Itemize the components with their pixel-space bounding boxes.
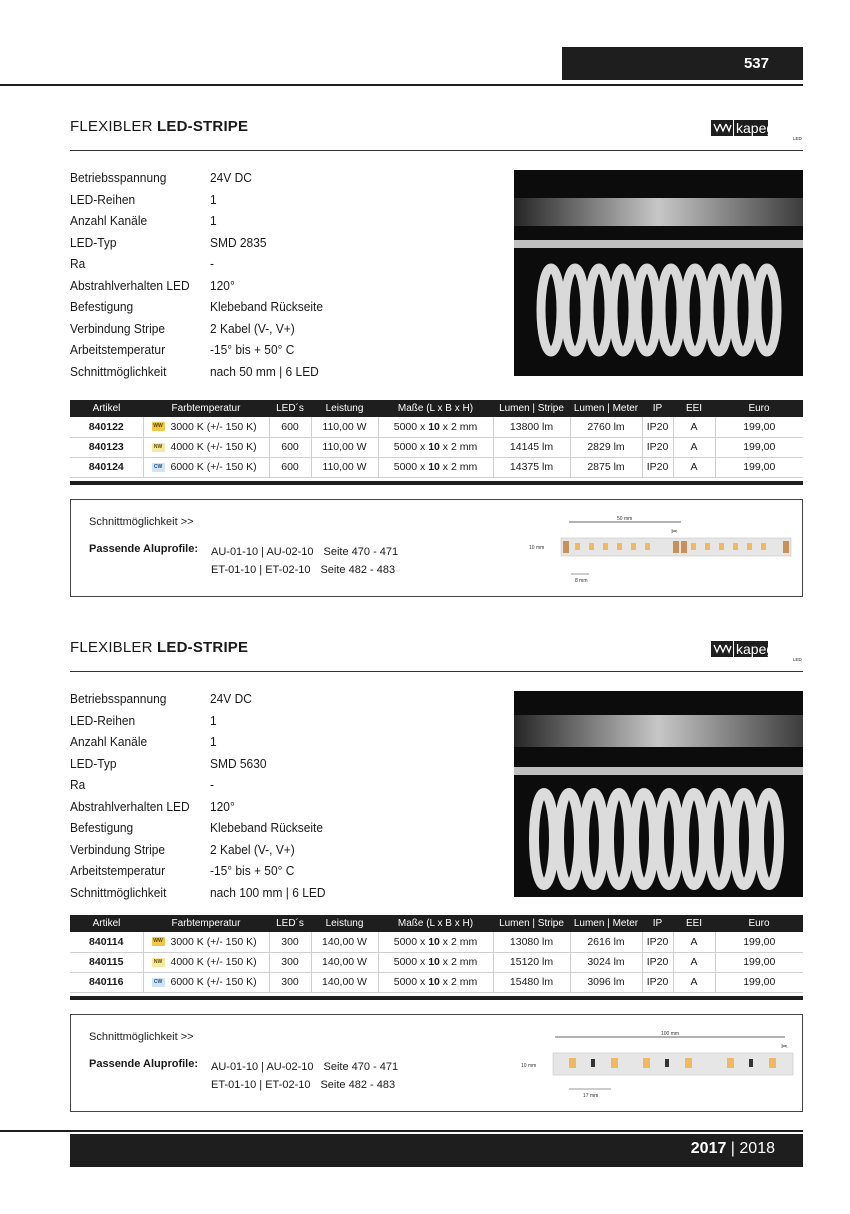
spec-label: Arbeitstemperatur — [70, 863, 166, 878]
masse-cell — [378, 417, 493, 437]
spec-row — [70, 799, 370, 821]
ip-cell: IP20 — [642, 972, 673, 992]
col-lumen-stripe: Lumen | Stripe — [493, 400, 570, 417]
table-row — [70, 952, 803, 972]
euro-cell: 199,00 — [715, 457, 803, 477]
farbtemperatur-cell — [143, 972, 269, 992]
col-euro: Euro — [715, 915, 803, 932]
artikel-cell: 840123 — [70, 437, 143, 457]
profile-pages: Seite 482 - 483 — [320, 564, 396, 576]
col-eei: EEI — [673, 400, 715, 417]
cold-white-badge: CW — [152, 978, 165, 987]
leds-cell: 300 — [269, 932, 311, 952]
logo-sub: LED — [793, 657, 802, 662]
lumen-stripe-cell: 13080 lm — [493, 932, 570, 952]
euro-cell: 199,00 — [715, 972, 803, 992]
masse-width: 10 — [428, 935, 440, 948]
leistung-cell: 140,00 W — [311, 972, 378, 992]
product-table-1 — [70, 400, 803, 478]
spec-value: 120° — [210, 798, 235, 814]
masse-width: 10 — [428, 441, 440, 453]
col-artikel: Artikel — [70, 400, 143, 417]
spec-value: -15° bis + 50° C — [210, 342, 295, 357]
logo-text: kapego — [736, 641, 782, 657]
table-row — [70, 457, 803, 477]
ip-cell: IP20 — [642, 457, 673, 477]
profile-pages: Seite 470 - 471 — [323, 1061, 399, 1073]
spec-row — [70, 278, 370, 300]
profile-row — [211, 561, 398, 579]
farbtemperatur-value: 3000 K (+/- 150 K) — [170, 420, 257, 433]
spec-label: Anzahl Kanäle — [70, 213, 148, 228]
spec-row — [70, 777, 370, 799]
top-rule — [0, 84, 803, 86]
spec-value: 1 — [210, 734, 217, 749]
masse-length: 5000 x — [393, 976, 429, 988]
artikel-cell: 840122 — [70, 417, 143, 437]
farbtemperatur-value: 6000 K (+/- 150 K) — [170, 976, 257, 988]
leds-cell: 300 — [269, 952, 311, 972]
col-masse: Maße (L x B x H) — [378, 400, 493, 417]
title-rule — [70, 671, 803, 672]
ip-cell: IP20 — [642, 952, 673, 972]
profile-row — [211, 543, 398, 561]
footer-separator: | — [726, 1140, 740, 1157]
lumen-meter-cell: 2875 lm — [570, 457, 642, 477]
col-artikel: Artikel — [70, 915, 143, 932]
spec-value: nach 50 mm | 6 LED — [210, 363, 319, 379]
artikel-cell: 840124 — [70, 457, 143, 477]
farbtemperatur-value: 4000 K (+/- 150 K) — [170, 441, 257, 453]
profile-items: ET-01-10 | ET-02-10 — [211, 1079, 311, 1091]
cold-white-badge: CW — [152, 463, 165, 472]
cut-header: Schnittmöglichkeit >> — [89, 516, 194, 528]
col-leds: LED´s — [269, 400, 311, 417]
table-row — [70, 437, 803, 457]
masse-height: x 2 mm — [439, 976, 478, 988]
table-header — [70, 915, 803, 932]
masse-width: 10 — [428, 420, 440, 433]
leds-cell: 600 — [269, 417, 311, 437]
spec-label: Ra — [70, 256, 86, 271]
masse-cell — [378, 437, 493, 457]
footer-year-next: 2018 — [739, 1140, 775, 1157]
spec-label: LED-Typ — [70, 234, 117, 250]
masse-width: 10 — [428, 461, 440, 473]
masse-length: 5000 x — [393, 420, 429, 433]
lumen-meter-cell: 3096 lm — [570, 972, 642, 992]
cut-header: Schnittmöglichkeit >> — [89, 1031, 194, 1043]
spec-row — [70, 713, 370, 735]
title-bold: LED-STRIPE — [157, 118, 249, 135]
spec-value: 24V DC — [210, 170, 252, 185]
lumen-stripe-cell: 14375 lm — [493, 457, 570, 477]
product-photo — [514, 691, 803, 897]
col-leds: LED´s — [269, 915, 311, 932]
spec-row — [70, 299, 370, 321]
table-row — [70, 932, 803, 952]
profile-items: AU-01-10 | AU-02-10 — [211, 546, 314, 558]
ip-cell: IP20 — [642, 417, 673, 437]
leistung-cell: 110,00 W — [311, 457, 378, 477]
masse-height: x 2 mm — [439, 935, 478, 948]
spec-value: 1 — [210, 191, 217, 207]
spec-label: LED-Reihen — [70, 191, 136, 207]
col-lumen-meter: Lumen | Meter — [570, 915, 642, 932]
euro-cell: 199,00 — [715, 952, 803, 972]
masse-height: x 2 mm — [439, 461, 478, 473]
product-photo — [514, 170, 803, 376]
col-euro: Euro — [715, 400, 803, 417]
profile-pages: Seite 482 - 483 — [320, 1079, 396, 1091]
farbtemperatur-cell — [143, 417, 269, 437]
lumen-stripe-cell: 15120 lm — [493, 952, 570, 972]
profiles-label: Passende Aluprofile: — [89, 543, 199, 555]
spec-label: Betriebsspannung — [70, 691, 167, 706]
spec-value: 1 — [210, 213, 217, 228]
footer-year-current: 2017 — [690, 1140, 727, 1157]
pitch-label: 17 mm — [583, 1093, 599, 1099]
spec-label: LED-Reihen — [70, 712, 136, 728]
spec-row — [70, 842, 370, 864]
spec-value: 120° — [210, 277, 235, 293]
spec-label: Verbindung Stripe — [70, 841, 166, 857]
strip-body — [553, 1053, 793, 1075]
masse-cell — [378, 972, 493, 992]
logo-text: kapego — [736, 120, 782, 136]
spec-row — [70, 213, 370, 235]
masse-cell — [378, 932, 493, 952]
leistung-cell: 110,00 W — [311, 437, 378, 457]
profiles-list — [211, 1058, 398, 1094]
spec-list — [70, 691, 370, 906]
lumen-meter-cell: 2760 lm — [570, 417, 642, 437]
spec-row — [70, 820, 370, 842]
spec-row — [70, 192, 370, 214]
product-table-2 — [70, 915, 803, 993]
masse-cell — [378, 952, 493, 972]
farbtemperatur-cell — [143, 932, 269, 952]
col-farbtemperatur: Farbtemperatur — [143, 915, 269, 932]
spec-row — [70, 235, 370, 257]
spec-label: Betriebsspannung — [70, 170, 167, 185]
leistung-cell: 110,00 W — [311, 417, 378, 437]
ip-cell: IP20 — [642, 437, 673, 457]
eei-cell: A — [673, 457, 715, 477]
table-header — [70, 400, 803, 417]
spec-row — [70, 321, 370, 343]
eei-cell: A — [673, 932, 715, 952]
spec-row — [70, 863, 370, 885]
table-row — [70, 417, 803, 437]
spec-value: 24V DC — [210, 691, 252, 706]
masse-cell — [378, 457, 493, 477]
col-masse: Maße (L x B x H) — [378, 915, 493, 932]
farbtemperatur-cell — [143, 437, 269, 457]
col-farbtemperatur: Farbtemperatur — [143, 400, 269, 417]
length-label: 100 mm — [661, 1031, 680, 1037]
masse-height: x 2 mm — [439, 956, 478, 968]
spec-value: 2 Kabel (V-, V+) — [210, 320, 295, 336]
farbtemperatur-cell — [143, 457, 269, 477]
artikel-cell: 840115 — [70, 952, 143, 972]
lumen-stripe-cell: 14145 lm — [493, 437, 570, 457]
spec-label: Abstrahlverhalten LED — [70, 277, 190, 293]
footer-rule — [0, 1130, 803, 1132]
col-lumen-meter: Lumen | Meter — [570, 400, 642, 417]
spec-label: Befestigung — [70, 820, 134, 835]
spec-label: Schnittmöglichkeit — [70, 884, 167, 900]
spec-value: - — [210, 777, 214, 792]
profile-row — [211, 1058, 398, 1076]
spec-row — [70, 256, 370, 278]
col-ip: IP — [642, 915, 673, 932]
table-base-rule — [70, 481, 803, 485]
logo-sub: LED — [793, 136, 802, 141]
warm-white-badge: WW — [153, 938, 163, 945]
euro-cell: 199,00 — [715, 417, 803, 437]
footer-years — [691, 1140, 775, 1158]
title-light: FLEXIBLER — [70, 639, 158, 656]
spec-list — [70, 170, 370, 385]
farbtemperatur-cell — [143, 952, 269, 972]
lumen-meter-cell: 3024 lm — [570, 952, 642, 972]
ip-cell: IP20 — [642, 932, 673, 952]
col-leistung: Leistung — [311, 400, 378, 417]
title-bold: LED-STRIPE — [157, 639, 249, 656]
spec-label: Ra — [70, 777, 86, 792]
spec-row — [70, 170, 370, 192]
col-eei: EEI — [673, 915, 715, 932]
profile-pages: Seite 470 - 471 — [323, 546, 399, 558]
spec-value: Klebeband Rückseite — [210, 820, 324, 835]
masse-length: 5000 x — [393, 956, 429, 968]
spec-value: SMD 5630 — [210, 755, 267, 771]
page-number: 537 — [743, 55, 769, 72]
masse-width: 10 — [428, 956, 440, 968]
section-title — [70, 118, 248, 135]
scissors-icon: ✂ — [671, 527, 678, 536]
masse-length: 5000 x — [393, 461, 429, 473]
spec-value: - — [210, 256, 214, 271]
masse-height: x 2 mm — [439, 420, 478, 433]
spec-label: Abstrahlverhalten LED — [70, 798, 190, 814]
col-ip: IP — [642, 400, 673, 417]
masse-width: 10 — [428, 976, 440, 988]
euro-cell: 199,00 — [715, 437, 803, 457]
artikel-cell: 840114 — [70, 932, 143, 952]
profiles-list — [211, 543, 398, 579]
profile-items: AU-01-10 | AU-02-10 — [211, 1061, 314, 1073]
eei-cell: A — [673, 972, 715, 992]
artikel-cell: 840116 — [70, 972, 143, 992]
pitch-label: 8 mm — [575, 578, 588, 584]
spec-row — [70, 364, 370, 386]
scissors-icon: ✂ — [781, 1042, 788, 1051]
cut-info-box-1 — [70, 499, 803, 597]
spec-label: Befestigung — [70, 299, 134, 314]
eei-cell: A — [673, 952, 715, 972]
spec-label: Arbeitstemperatur — [70, 342, 166, 357]
euro-cell: 199,00 — [715, 932, 803, 952]
farbtemperatur-value: 3000 K (+/- 150 K) — [170, 935, 257, 948]
lumen-stripe-cell: 13800 lm — [493, 417, 570, 437]
lumen-stripe-cell: 15480 lm — [493, 972, 570, 992]
profiles-label: Passende Aluprofile: — [89, 1058, 199, 1070]
table-base-rule — [70, 996, 803, 1000]
profile-row — [211, 1076, 398, 1094]
cut-diagram — [519, 512, 799, 590]
farbtemperatur-value: 4000 K (+/- 150 K) — [170, 956, 257, 968]
leistung-cell: 140,00 W — [311, 952, 378, 972]
col-lumen-stripe: Lumen | Stripe — [493, 915, 570, 932]
length-label: 50 mm — [617, 516, 633, 522]
table-row — [70, 972, 803, 992]
title-light: FLEXIBLER — [70, 118, 158, 135]
warm-white-badge: WW — [153, 423, 163, 430]
page-number-bar — [562, 47, 803, 80]
spec-value: Klebeband Rückseite — [210, 299, 324, 314]
lumen-meter-cell: 2829 lm — [570, 437, 642, 457]
spec-row — [70, 885, 370, 907]
spec-value: nach 100 mm | 6 LED — [210, 884, 326, 900]
lumen-meter-cell: 2616 lm — [570, 932, 642, 952]
spec-label: Schnittmöglichkeit — [70, 363, 167, 379]
cut-diagram — [519, 1027, 799, 1105]
cut-info-box-2 — [70, 1014, 803, 1112]
col-leistung: Leistung — [311, 915, 378, 932]
masse-length: 5000 x — [393, 935, 429, 948]
spec-label: Anzahl Kanäle — [70, 734, 148, 749]
spec-label: Verbindung Stripe — [70, 320, 166, 336]
spec-value: SMD 2835 — [210, 234, 267, 250]
masse-length: 5000 x — [393, 441, 429, 453]
leds-cell: 300 — [269, 972, 311, 992]
eei-cell: A — [673, 417, 715, 437]
leds-cell: 600 — [269, 437, 311, 457]
spec-row — [70, 734, 370, 756]
neutral-white-badge: NW — [152, 443, 165, 452]
farbtemperatur-value: 6000 K (+/- 150 K) — [170, 461, 257, 473]
title-rule — [70, 150, 803, 151]
kapego-logo — [711, 118, 803, 142]
section-title — [70, 639, 248, 656]
kapego-logo — [711, 639, 803, 663]
spec-value: 1 — [210, 712, 217, 728]
footer-bar — [70, 1134, 803, 1167]
masse-height: x 2 mm — [439, 441, 478, 453]
spec-row — [70, 756, 370, 778]
spec-value: 2 Kabel (V-, V+) — [210, 841, 295, 857]
spec-row — [70, 691, 370, 713]
width-label: 10 mm — [521, 1063, 537, 1069]
neutral-white-badge: NW — [152, 958, 165, 967]
eei-cell: A — [673, 437, 715, 457]
spec-label: LED-Typ — [70, 755, 117, 771]
leistung-cell: 140,00 W — [311, 932, 378, 952]
leds-cell: 600 — [269, 457, 311, 477]
spec-row — [70, 342, 370, 364]
profile-items: ET-01-10 | ET-02-10 — [211, 564, 311, 576]
spec-value: -15° bis + 50° C — [210, 863, 295, 878]
width-label: 10 mm — [529, 545, 545, 551]
